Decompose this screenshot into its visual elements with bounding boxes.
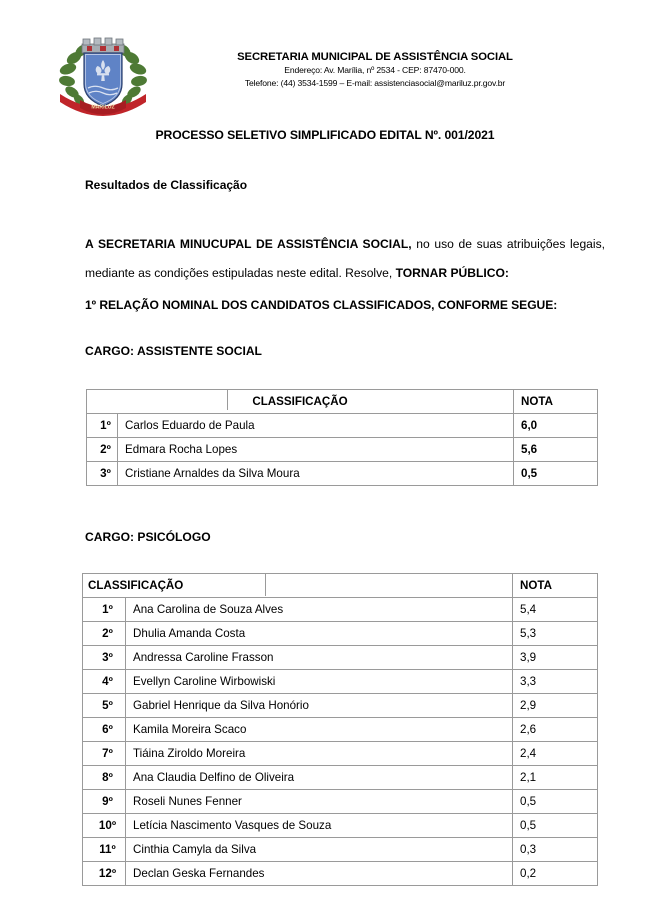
cell-grade: 2,6	[513, 718, 598, 742]
cell-candidate: Ana Claudia Delfino de Oliveira	[126, 766, 513, 790]
cell-rank: 6º	[83, 718, 126, 742]
cell-grade: 0,5	[514, 462, 598, 486]
table-row	[83, 646, 598, 670]
cell-rank: 9º	[83, 790, 126, 814]
cell-grade: 0,5	[513, 814, 598, 838]
table-row	[83, 694, 598, 718]
column-header-nota: NOTA	[513, 574, 598, 598]
cell-grade: 2,1	[513, 766, 598, 790]
table-row	[83, 838, 598, 862]
organization-name: SECRETARIA MUNICIPAL DE ASSISTÊNCIA SOCIAL	[237, 51, 513, 63]
cell-candidate: Edmara Rocha Lopes	[118, 438, 514, 462]
intro-paragraph-tail: TORNAR PÚBLICO:	[395, 266, 509, 280]
cell-candidate: Ana Carolina de Souza Alves	[126, 598, 513, 622]
table-header-row	[87, 390, 598, 414]
intro-paragraph	[85, 230, 605, 288]
cell-grade: 0,5	[513, 790, 598, 814]
cell-rank: 8º	[83, 766, 126, 790]
table2-header-divider	[265, 573, 266, 596]
cell-candidate: Carlos Eduardo de Paula	[118, 414, 514, 438]
cell-rank: 10º	[83, 814, 126, 838]
table-row	[83, 598, 598, 622]
clause-line: 1º RELAÇÃO NOMINAL DOS CANDIDATOS CLASSIFICADOS, CONFORME SEGUE:	[85, 298, 558, 312]
cell-grade: 3,3	[513, 670, 598, 694]
cell-rank: 2º	[83, 622, 126, 646]
cell-candidate: Cristiane Arnaldes da Silva Moura	[118, 462, 514, 486]
cell-candidate: Cinthia Camyla da Silva	[126, 838, 513, 862]
table-row	[83, 670, 598, 694]
cell-candidate: Gabriel Henrique da Silva Honório	[126, 694, 513, 718]
address-line: Endereço: Av. Marília, nº 2534 - CEP: 87470-000.	[284, 65, 466, 75]
cell-rank: 2º	[87, 438, 118, 462]
cell-grade: 0,2	[513, 862, 598, 886]
letterhead	[0, 28, 650, 118]
results-table-psicologo	[82, 573, 598, 886]
table-row	[83, 862, 598, 886]
cell-grade: 5,4	[513, 598, 598, 622]
cell-rank: 7º	[83, 742, 126, 766]
contact-line: Telefone: (44) 3534-1599 – E-mail: assistenciasocial@mariluz.pr.gov.br	[244, 78, 506, 88]
intro-paragraph-body: no uso de suas atribuições legais, mediante as condições estipuladas neste edital. Resolve,	[85, 237, 605, 280]
cell-candidate: Evellyn Caroline Wirbowiski	[126, 670, 513, 694]
cell-rank: 3º	[83, 646, 126, 670]
column-header-nota: NOTA	[514, 390, 598, 414]
table-row	[83, 766, 598, 790]
cargo-heading-psicologo: CARGO: PSICÓLOGO	[85, 530, 211, 544]
table1-header-divider	[227, 389, 228, 410]
cell-candidate: Letícia Nascimento Vasques de Souza	[126, 814, 513, 838]
cell-grade: 5,6	[514, 438, 598, 462]
cell-rank: 1º	[83, 598, 126, 622]
cell-rank: 1º	[87, 414, 118, 438]
crest-banner-text: MARILUZ	[91, 104, 115, 111]
cargo-heading-assistente-social: CARGO: ASSISTENTE SOCIAL	[85, 344, 262, 358]
table-row	[83, 814, 598, 838]
column-header-classificacao: CLASSIFICAÇÃO	[83, 574, 513, 598]
cell-candidate: Dhulia Amanda Costa	[126, 622, 513, 646]
cell-grade: 2,4	[513, 742, 598, 766]
cell-candidate: Kamila Moreira Scaco	[126, 718, 513, 742]
cell-rank: 12º	[83, 862, 126, 886]
table-row	[83, 622, 598, 646]
cell-grade: 0,3	[513, 838, 598, 862]
intro-paragraph-lead: A SECRETARIA MINUCUPAL DE ASSISTÊNCIA SOCIAL,	[85, 237, 412, 251]
table-row	[83, 790, 598, 814]
cell-candidate: Andressa Caroline Frasson	[126, 646, 513, 670]
cell-rank: 3º	[87, 462, 118, 486]
table-header-row	[83, 574, 598, 598]
table-row	[83, 742, 598, 766]
cell-rank: 11º	[83, 838, 126, 862]
table-row	[87, 414, 598, 438]
page-title: PROCESSO SELETIVO SIMPLIFICADO EDITAL Nº. 001/2021	[155, 128, 495, 142]
coat-of-arms-icon	[54, 36, 152, 118]
cell-grade: 6,0	[514, 414, 598, 438]
results-table-assistente-social	[86, 389, 598, 486]
cell-candidate: Declan Geska Fernandes	[126, 862, 513, 886]
table-row	[87, 462, 598, 486]
cell-rank: 4º	[83, 670, 126, 694]
letterhead-text	[160, 50, 590, 90]
cell-grade: 2,9	[513, 694, 598, 718]
cell-candidate: Roseli Nunes Fenner	[126, 790, 513, 814]
cell-grade: 5,3	[513, 622, 598, 646]
cell-candidate: Tiáina Ziroldo Moreira	[126, 742, 513, 766]
cell-grade: 3,9	[513, 646, 598, 670]
table-row	[87, 438, 598, 462]
document-subtitle: Resultados de Classificação	[85, 178, 248, 192]
table-row	[83, 718, 598, 742]
cell-rank: 5º	[83, 694, 126, 718]
column-header-classificacao: CLASSIFICAÇÃO	[87, 390, 514, 414]
